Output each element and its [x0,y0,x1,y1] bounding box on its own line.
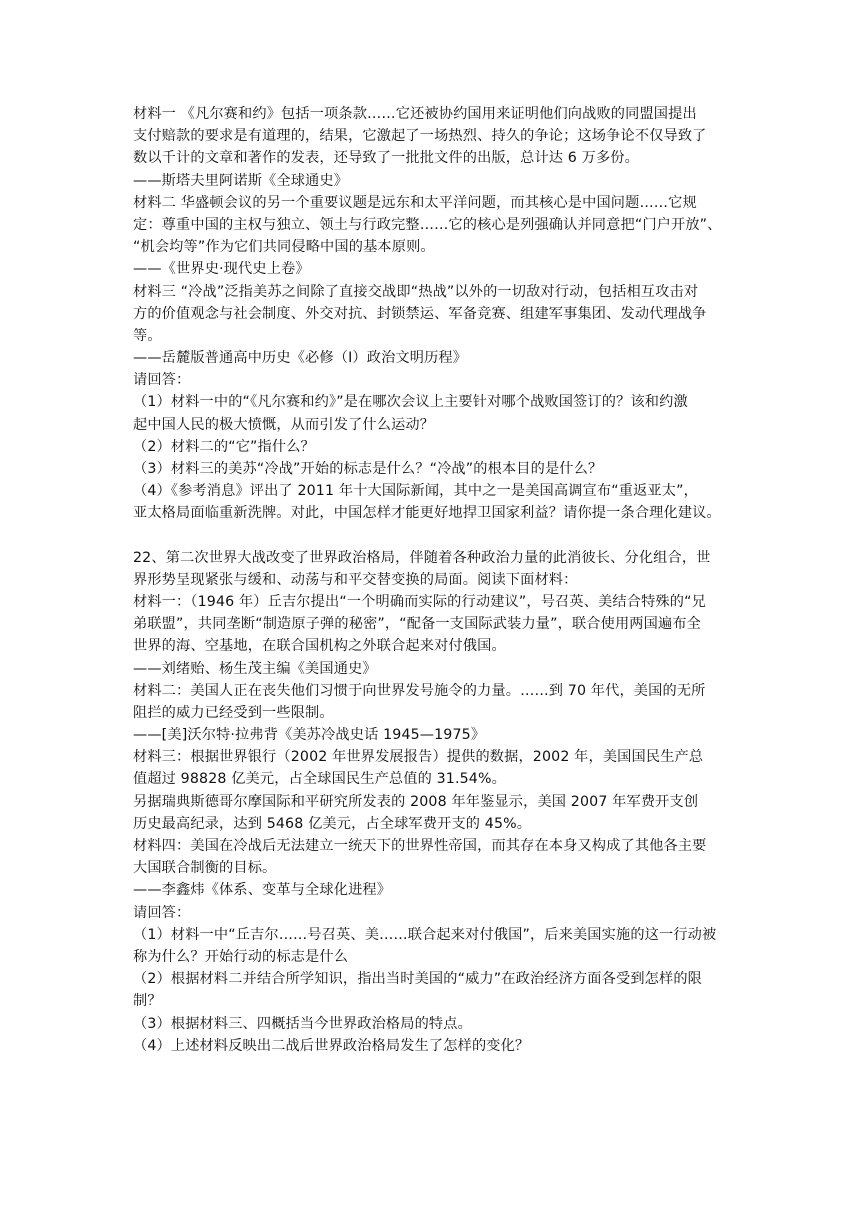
source-line: ——李鑫炜《体系、变革与全球化进程》 [133,882,392,899]
source-line: ——刘绪贻、杨生茂主编《美国通史》 [133,660,377,677]
text-line: 材料三 “冷战”泛指美苏之间除了直接交战即“热战”以外的一切敌对行动，包括相互攻击对 [133,283,699,300]
text-line: 定：尊重中国的主权与独立、领土与行政完整……它的核心是列强确认并同意把“门户开放”、 [133,216,722,233]
question-line: （1）材料一中的“《凡尔赛和约》”是在哪次会议上主要针对哪个战败国签订的？该和约激 [133,394,688,411]
text-line: 历史最高纪录，达到 5468 亿美元，占全球军费开支的 45%。 [133,815,532,832]
text-line: 界形势呈现紧张与缓和、动荡与和平交替变换的局面。阅读下面材料： [133,571,578,588]
text-line: 等。 [133,327,162,344]
text-line: 材料一 《凡尔赛和约》包括一项条款……它还被协约国用来证明他们向战败的同盟国提出 [133,106,697,122]
text-line: “机会均等”作为它们共同侵略中国的基本原则。 [133,239,435,256]
source-line: ——岳麓版普通高中历史《必修（Ⅰ）政治文明历程》 [133,350,468,367]
text-line: 阻拦的威力已经受到一些限制。 [133,704,334,721]
question-line: （4）《参考消息》评出了 2011 年十大国际新闻，其中之一是美国高调宣布“重返亚太”， [133,483,698,500]
text-line: 材料四：美国在冷战后无法建立一统天下的世界性帝国，而其存在本身又构成了其他各主要 [133,838,707,854]
text-line: 支付赔款的要求是有道理的，结果，它激起了一场热烈、持久的争论；这场争论不仅导致了 [133,128,707,145]
question-line: （1）材料一中“丘吉尔……号召英、美……联合起来对付俄国”，后来美国实施的这一行动被 [133,926,717,943]
question-line: 亚太格局面临重新洗牌。对此，中国怎样才能更好地捍卫国家利益？请你提一条合理化建议。 [133,505,721,522]
question-line: （4）上述材料反映出二战后世界政治格局发生了怎样的变化？ [133,1037,530,1054]
prompt-line: 请回答： [133,904,191,921]
text-line: 材料一：（1946 年）丘吉尔提出“一个明确而实际的行动建议”，号召英、美结合特殊的“兄 [133,593,706,610]
prompt-line: 请回答： [133,372,191,389]
question-line: （2）根据材料二并结合所学知识，指出当时美国的“威力”在政治经济方面各受到怎样的限 [133,971,703,988]
source-line: ——[美]沃尔特·拉弗背《美苏冷战史话 1945—1975》 [133,727,486,744]
source-line: ——《世界史·现代史上卷》 [133,261,310,278]
text-line: 材料二：美国人正在丧失他们习惯于向世界发号施令的力量。……到 70 年代，美国的无所 [133,682,706,699]
question-line: （3）材料三的美苏“冷战”开始的标志是什么？“冷战”的根本目的是什么？ [133,461,603,477]
text-line: 值超过 98828 亿美元，占全球国民生产总值的 31.54%。 [133,771,506,788]
question-line: 称为什么？开始行动的标志是什么 [133,948,349,965]
text-line: 世界的海、空基地，在联合国机构之外联合起来对付俄国。 [133,638,506,655]
question-line: （3）根据材料三、四概括当今世界政治格局的特点。 [133,1015,472,1032]
text-line: 材料二 华盛顿会议的另一个重要议题是远东和太平洋问题，而其核心是中国问题……它规 [133,194,697,211]
text-line: 弟联盟”，共同垄断“制造原子弹的秘密”，“配备一支国际武装力量”，联合使用两国遍布全 [133,616,701,633]
section-1 [133,103,770,525]
text-line: 材料三：根据世界银行（2002 年世界发展报告）提供的数据，2002 年，美国国民生产总 [133,749,704,766]
question-line: 起中国人民的极大愤慨，从而引发了什么运动？ [133,416,435,433]
text-line: 另据瑞典斯德哥尔摩国际和平研究所发表的 2008 年年鉴显示，美国 2007 年军费开支创 [133,793,699,810]
text-line: 方的价值观念与社会制度、外交对抗、封锁禁运、军备竞赛、组建军事集团、发动代理战争 [133,305,707,322]
section-2 [133,547,770,1057]
question-line: 制？ [133,993,162,1010]
question-line: （2）材料二的“它”指什么？ [133,438,315,455]
text-line: 大国联合制衡的目标。 [133,860,277,877]
source-line: ——斯塔夫里阿诺斯《全球通史》 [133,172,349,189]
question-heading-line: 22、第二次世界大战改变了世界政治格局，伴随着各种政治力量的此消彼长、分化组合，世 [133,549,711,566]
paragraph-gap [133,525,770,547]
text-line: 数以千计的文章和著作的发表，还导致了一批批文件的出版，总计达 6 万多份。 [133,150,639,167]
